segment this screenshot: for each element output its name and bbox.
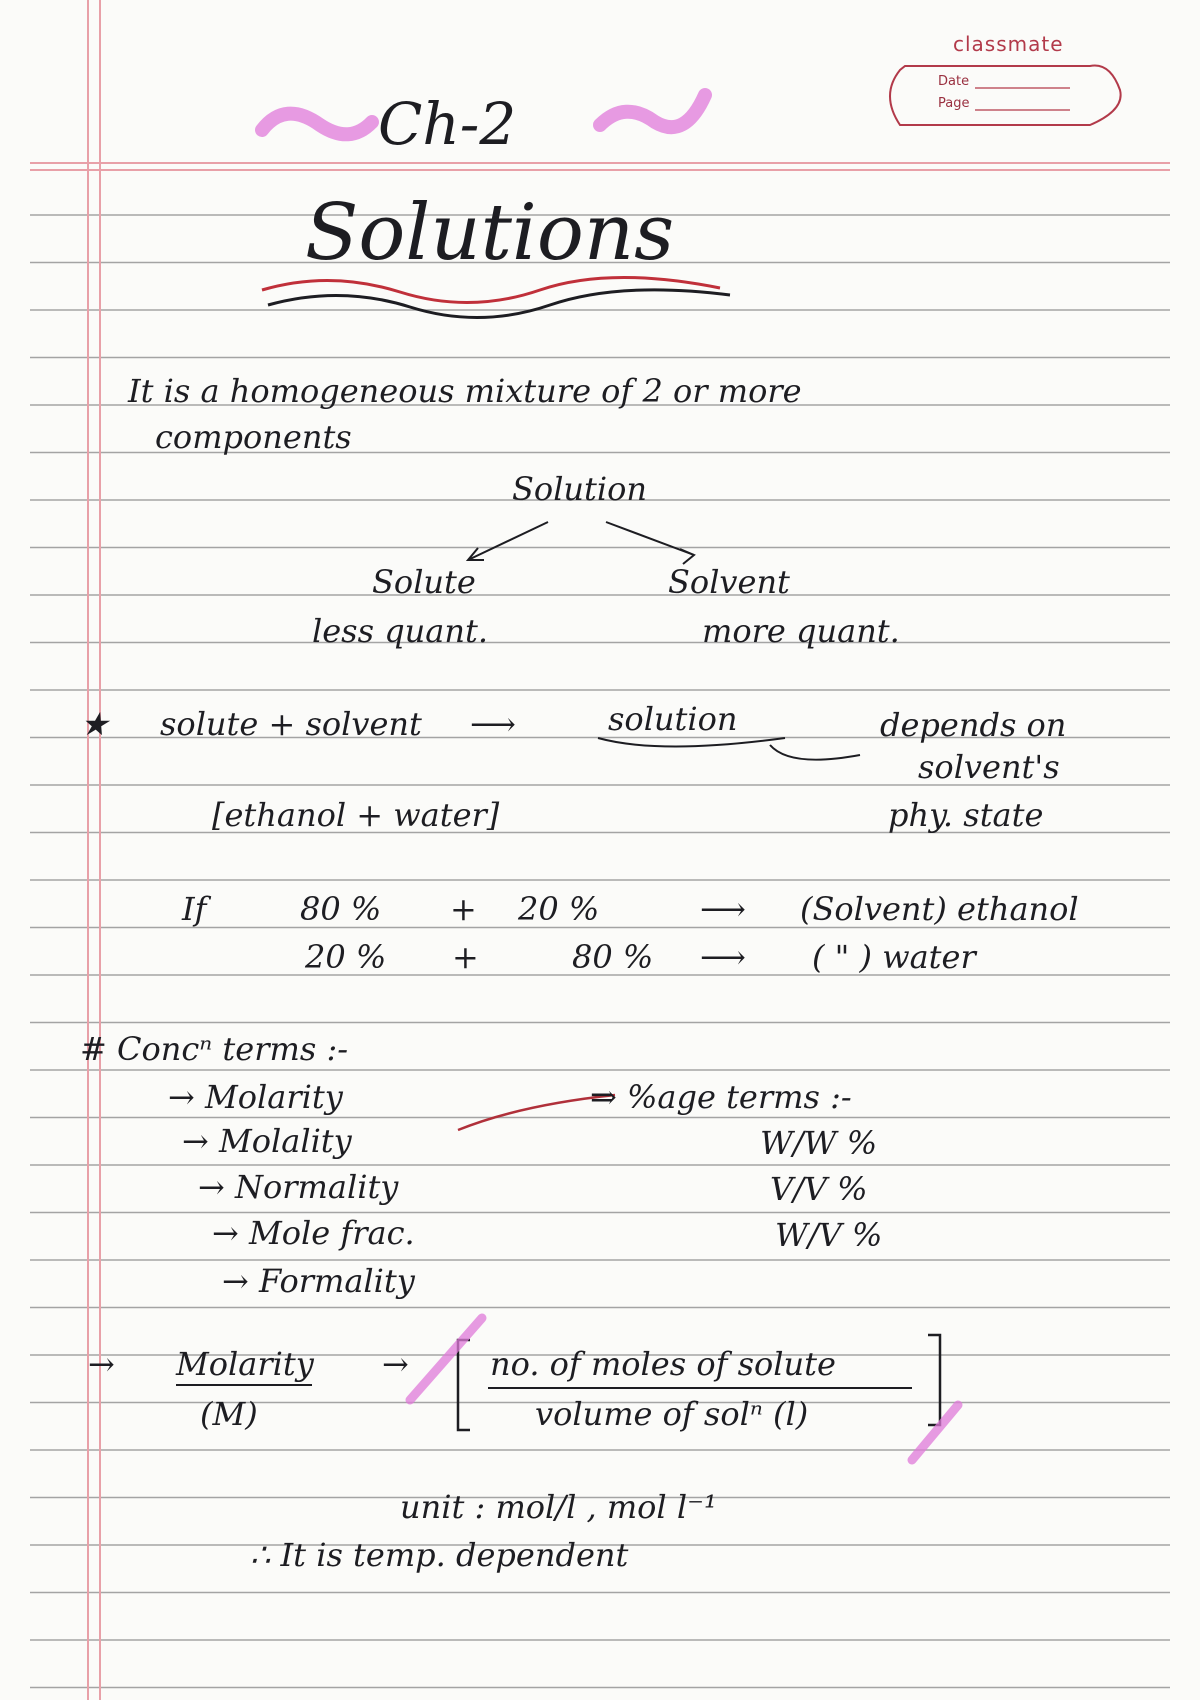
equation-arrow: ⟶ [470, 705, 516, 743]
page-title: Solutions [305, 188, 675, 278]
bracket-right [928, 1335, 940, 1425]
if-label: If [182, 890, 207, 928]
highlighter-bracket-left [410, 1318, 482, 1400]
row2-arrow: ⟶ [700, 938, 746, 976]
highlighter-squiggle-left [262, 114, 372, 135]
percent-item-wv: W/V % [775, 1216, 883, 1254]
equation-left: solute + solvent [160, 705, 422, 743]
row2-b: 80 % [572, 938, 654, 976]
highlighter-bracket-right [912, 1405, 958, 1460]
row2-plus: + [452, 938, 479, 976]
highlighter-squiggle-right [600, 95, 705, 127]
percent-item-vv: V/V % [770, 1170, 868, 1208]
row1-result: (Solvent) ethanol [800, 890, 1079, 928]
molarity-conclusion: ∴ It is temp. dependent [250, 1536, 629, 1574]
bracket-left [458, 1340, 470, 1430]
tree-arrow-left [468, 522, 548, 560]
tree-right: Solvent [668, 563, 790, 601]
conc-item-molarity: → Molarity [168, 1078, 343, 1116]
depends-arrow [770, 745, 860, 760]
row2-a: 20 % [305, 938, 387, 976]
molarity-unit: unit : mol/l , mol l⁻¹ [400, 1488, 717, 1526]
definition-line-1: It is a homogeneous mixture of 2 or more [128, 372, 802, 410]
tree-left: Solute [372, 563, 476, 601]
percent-heading: ⇒ %age terms :- [590, 1078, 852, 1116]
conc-heading: # Concⁿ terms :- [80, 1030, 349, 1068]
page-label: Page [938, 96, 970, 111]
definition-line-2: components [155, 418, 352, 456]
conc-item-formality: → Formality [222, 1262, 415, 1300]
fraction-numerator: no. of moles of solute [490, 1345, 836, 1383]
molarity-arrow: → [88, 1345, 115, 1383]
title-underline-black [268, 290, 730, 318]
molarity-symbol: (M) [200, 1395, 258, 1433]
stamp-box [890, 66, 1121, 126]
conc-item-normality: → Normality [198, 1168, 399, 1206]
molarity-to-arrow: → [382, 1345, 409, 1383]
row1-a: 80 % [300, 890, 382, 928]
depends-line-1: depends on [880, 706, 1067, 744]
solution-underline [598, 738, 785, 747]
depends-line-2: solvent's [918, 748, 1060, 786]
chapter-title: Ch-2 [378, 90, 517, 158]
conc-item-molality: → Molality [182, 1122, 352, 1160]
star-bullet: ★ [80, 705, 109, 743]
tree-right-note: more quant. [702, 612, 900, 650]
row2-result: ( " ) water [812, 938, 976, 976]
tree-left-note: less quant. [312, 612, 488, 650]
date-label: Date [938, 74, 970, 89]
percent-item-ww: W/W % [760, 1124, 878, 1162]
equation-result: solution [608, 700, 738, 738]
row1-arrow: ⟶ [700, 890, 746, 928]
tree-root: Solution [512, 470, 647, 508]
fraction-denominator: volume of solⁿ (l) [535, 1395, 809, 1433]
molarity-label: Molarity [176, 1345, 314, 1383]
row1-plus: + [450, 890, 477, 928]
example-mixture: [ethanol + water] [212, 796, 500, 834]
brand-logo: classmate [953, 32, 1064, 56]
depends-line-3: phy. state [888, 796, 1044, 834]
conc-item-mole-frac: → Mole frac. [212, 1214, 415, 1252]
row1-b: 20 % [518, 890, 600, 928]
